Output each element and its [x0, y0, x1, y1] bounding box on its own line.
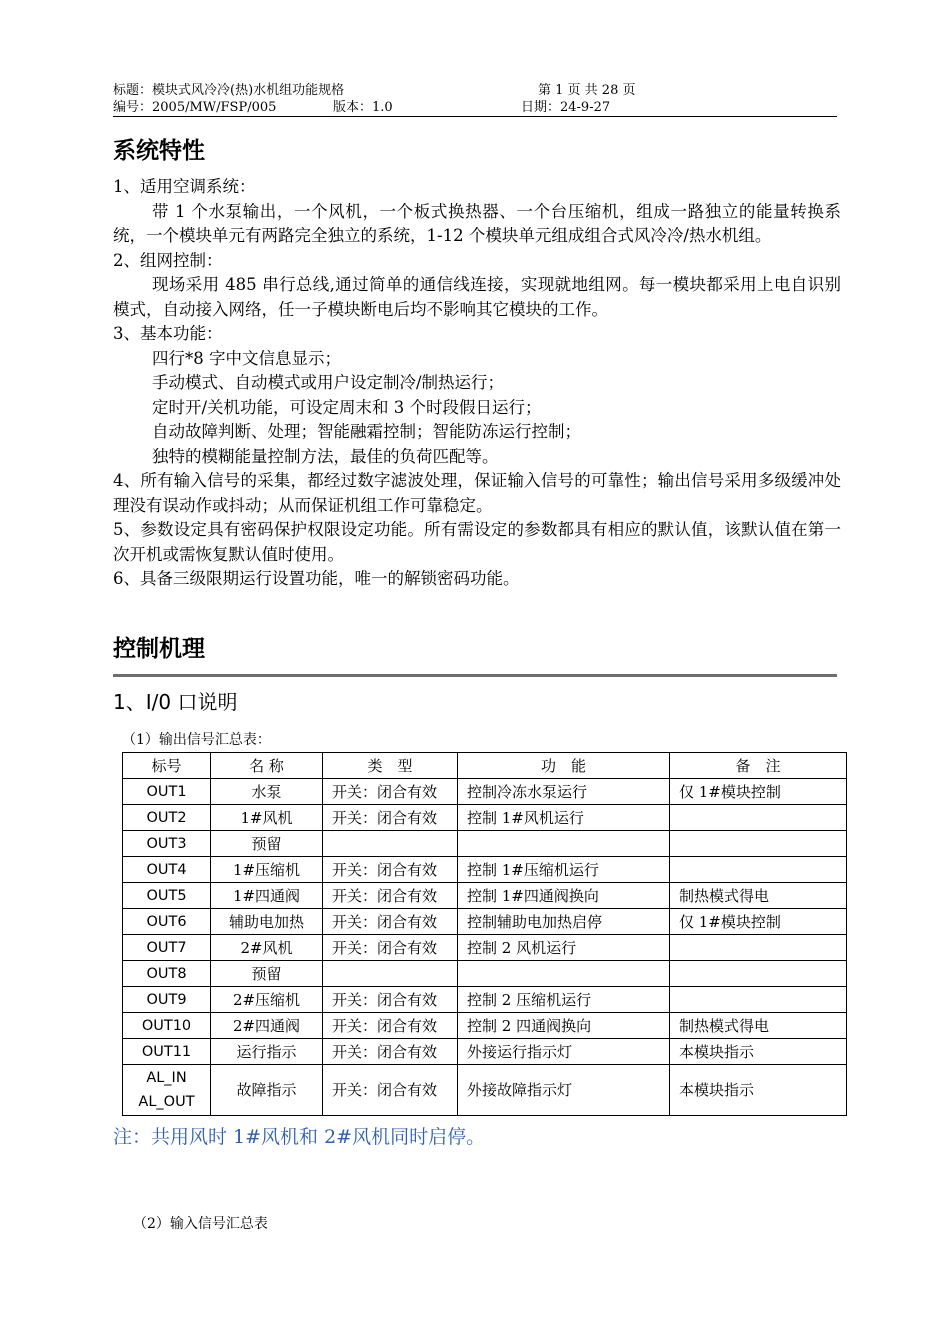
table-cell: 控制 1#压缩机运行 [458, 857, 670, 883]
paragraph: 2、组网控制： [113, 250, 223, 270]
header-cell: 类 型 [323, 753, 458, 779]
table-cell: 外接故障指示灯 [458, 1065, 670, 1116]
paragraph: 4、所有输入信号的采集，都经过数字滤波处理，保证输入信号的可靠性；输出信号采用多级缓冲处理没有误动作或抖动；从而保证机组工作可靠稳定。 [113, 471, 841, 515]
table-cell: 外接运行指示灯 [458, 1039, 670, 1065]
table-cell: 控制冷冻水泵运行 [458, 779, 670, 805]
table-cell: 开关：闭合有效 [323, 805, 458, 831]
header-cell: 名 称 [211, 753, 323, 779]
table-row [123, 1039, 847, 1065]
table-row [123, 831, 847, 857]
paragraph: 6、具备三级限期运行设置功能，唯一的解锁密码功能。 [113, 569, 520, 588]
header-number: 编号：2005/MW/FSP/005 [113, 100, 277, 115]
table-row [123, 935, 847, 961]
table-row [123, 805, 847, 831]
paragraph: 自动故障判断、处理；智能融霜控制；智能防冻运行控制； [152, 422, 581, 441]
table-cell: OUT4 [123, 857, 211, 883]
section-divider [113, 674, 837, 677]
subsection-title-io: 1、I/0 口说明 [113, 690, 238, 714]
table-cell: 控制 2 风机运行 [458, 935, 670, 961]
table-cell: 制热模式得电 [670, 1013, 847, 1039]
table-cell: 开关：闭合有效 [323, 935, 458, 961]
table-cell: OUT10 [123, 1013, 211, 1039]
table-cell: 仅 1#模块控制 [670, 909, 847, 935]
table-cell [670, 987, 847, 1013]
paragraph: 现场采用 485 串行总线,通过简单的通信线连接，实现就地组网。每一模块都采用上电自识别模式，自动接入网络，任一子模块断电后均不影响其它模块的工作。 [113, 275, 841, 319]
table-cell: 开关：闭合有效 [323, 779, 458, 805]
table-cell: 开关：闭合有效 [323, 987, 458, 1013]
shared-fan-note: 注：共用风时 1#风机和 2#风机同时启停。 [113, 1126, 486, 1148]
table-header-row [123, 753, 847, 779]
table-cell: OUT2 [123, 805, 211, 831]
header-cell: 标号 [123, 753, 211, 779]
table-cell: 开关：闭合有效 [323, 1039, 458, 1065]
table-cell: 开关：闭合有效 [323, 857, 458, 883]
table-row [123, 909, 847, 935]
table-cell: 开关：闭合有效 [323, 1065, 458, 1116]
header-divider [113, 116, 837, 117]
table-cell [670, 935, 847, 961]
table-cell: 2#压缩机 [211, 987, 323, 1013]
table-cell: 预留 [211, 831, 323, 857]
header-title: 标题：模块式风冷冷(热)水机组功能规格 [113, 83, 345, 98]
output-signal-table [122, 752, 847, 1116]
section-title-system-features: 系统特性 [113, 138, 205, 164]
header-cell: 功 能 [458, 753, 670, 779]
table-cell: 开关：闭合有效 [323, 883, 458, 909]
table-cell: 控制 1#风机运行 [458, 805, 670, 831]
table-cell: 2#四通阀 [211, 1013, 323, 1039]
table-row [123, 961, 847, 987]
table-cell: OUT5 [123, 883, 211, 909]
output-table-caption: （1）输出信号汇总表： [122, 732, 271, 748]
table-cell: 预留 [211, 961, 323, 987]
paragraph: 3、基本功能： [113, 324, 223, 343]
table-cell: OUT11 [123, 1039, 211, 1065]
table-cell [323, 961, 458, 987]
table-cell [670, 831, 847, 857]
table-cell: 运行指示 [211, 1039, 323, 1065]
table-row [123, 779, 847, 805]
table-cell: 制热模式得电 [670, 883, 847, 909]
table-cell: OUT6 [123, 909, 211, 935]
table-cell-line: AL_IN [146, 1070, 187, 1086]
table-cell: 故障指示 [211, 1065, 323, 1116]
paragraph: 四行*8 字中文信息显示； [152, 348, 341, 368]
table-cell: 开关：闭合有效 [323, 1013, 458, 1039]
header-cell: 备 注 [670, 753, 847, 779]
table-cell: 1#风机 [211, 805, 323, 831]
table-cell: 控制 1#四通阀换向 [458, 883, 670, 909]
table-cell [458, 961, 670, 987]
table-row [123, 857, 847, 883]
paragraph: 1、适用空调系统： [113, 177, 256, 196]
header-date: 日期：24-9-27 [521, 100, 611, 115]
table-cell: 仅 1#模块控制 [670, 779, 847, 805]
table-cell: 2#风机 [211, 935, 323, 961]
table-cell: OUT7 [123, 935, 211, 961]
table-row [123, 883, 847, 909]
table-cell-line: AL_OUT [138, 1094, 195, 1110]
table-cell: 控制 2 四通阀换向 [458, 1013, 670, 1039]
table-cell: 水泵 [211, 779, 323, 805]
table-cell: 本模块指示 [670, 1039, 847, 1065]
header-version: 版本：1.0 [333, 100, 393, 115]
table-row [123, 1013, 847, 1039]
table-cell: OUT1 [123, 779, 211, 805]
table-cell: 1#四通阀 [211, 883, 323, 909]
paragraph: 独特的模糊能量控制方法，最佳的负荷匹配等。 [152, 446, 499, 466]
table-cell: 本模块指示 [670, 1065, 847, 1116]
paragraph: 5、参数设定具有密码保护权限设定功能。所有需设定的参数都具有相应的默认值，该默认值在第一次开机或需恢复默认值时使用。 [113, 520, 841, 564]
table-cell: 开关：闭合有效 [323, 909, 458, 935]
table-row [123, 1065, 847, 1116]
table-cell: 辅助电加热 [211, 909, 323, 935]
table-row [123, 987, 847, 1013]
table-cell: OUT9 [123, 987, 211, 1013]
table-cell: 1#压缩机 [211, 857, 323, 883]
table-cell: OUT8 [123, 961, 211, 987]
input-table-caption: （2）输入信号汇总表 [133, 1216, 268, 1232]
paragraph: 定时开/关机功能，可设定周末和 3 个时段假日运行； [152, 397, 542, 417]
table-cell: OUT3 [123, 831, 211, 857]
table-cell [323, 831, 458, 857]
paragraph: 手动模式、自动模式或用户设定制冷/制热运行； [152, 373, 505, 392]
table-cell [670, 805, 847, 831]
header-page: 第 1 页 共 28 页 [538, 83, 636, 98]
table-cell: 控制辅助电加热启停 [458, 909, 670, 935]
section-title-control-mechanism: 控制机理 [113, 636, 205, 662]
table-cell [670, 857, 847, 883]
table-cell [123, 1065, 211, 1116]
system-features-body [113, 175, 841, 592]
paragraph: 带 1 个水泵输出，一个风机，一个板式换热器、一个台压缩机，组成一路独立的能量转换系统，一个模块单元有两路完全独立的系统，1-12 个模块单元组成组合式风冷冷/热水机组。 [113, 201, 841, 245]
table-cell [458, 831, 670, 857]
table-cell: 控制 2 压缩机运行 [458, 987, 670, 1013]
table-cell [670, 961, 847, 987]
